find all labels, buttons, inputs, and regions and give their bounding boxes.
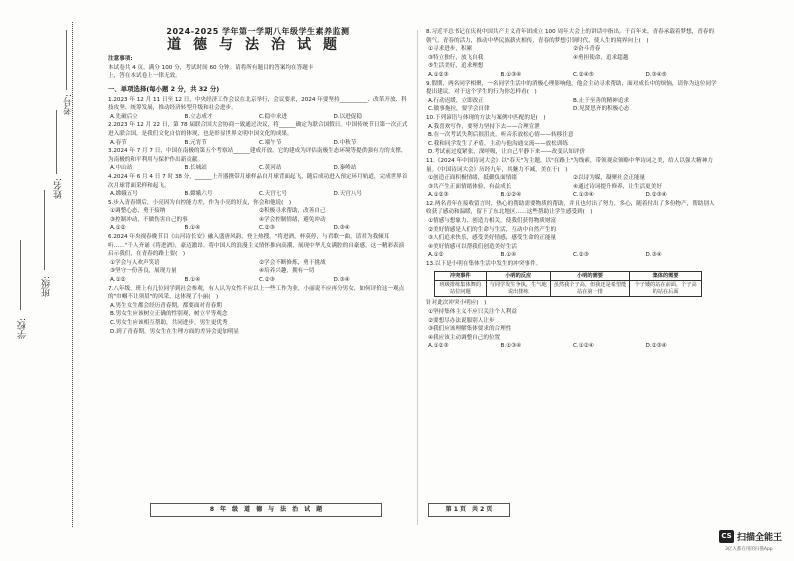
class-label: 班级: [42,276,52,298]
exam-year: 2024-2025 学年第一学期八年级学生素养监测 [166,27,350,36]
scanner-watermark [719,528,794,558]
table-header: 小明的需要 [550,271,629,281]
question-4: 4.2024 年 6 月 4 日 7 时 38 分，______上升器携带月球样品自月球背面起飞，随后成功进入预定环月轨道，完成世界首次月球背面采样和起飞。 A.嫦娥五号 B.嫦娥六号 C.天宫七号 D.天宫八号 [108,173,408,198]
table-header: 冲突事件 [435,271,487,281]
watermark-tagline: 3亿人都在用的扫描App [725,547,773,552]
camscanner-logo-icon: CS [719,530,734,543]
school-line [20,240,21,310]
binding-dotted-line [72,22,73,527]
question-8: 8.习近平总书记在庆祝中国共产主义青年团成立 100 周年大会上的讲话中指出，千百年来，青春承载着梦想，青春的朝气、青春的活力，推动中华民族薪火相传，青春的梦想引领时代，使人生的境界向上( ) ①寻求进步，积累 ②奋斗青春 ③特立独行，放飞自我 ④勇担使命，追求超越 ⑤生活美好，追求理想 A.①②③ B.①③④ C.②④⑤ D.③④⑤ [426,29,715,78]
column-divider [417,30,418,525]
question-10: 10.下列谚语与体现的方法与案例中匹配的是( ) A.我喜欢写作，要努力坚持下去——合理宣泄 B.在一次考试失利后很沮丧，听音乐放松心情——转移注意 C.我和同学发生了矛盾，主动与他沟通交流——放松训练 D.考试前过度紧张，深呼吸，让自己平静下来——改变认知评价 [426,114,586,156]
name-label: 姓名: [54,178,64,200]
class-line [44,190,45,270]
id-line [66,30,67,90]
notice-line-1: 本试卷共 4 页，满分 100 分，考试时间 60 分钟。请将所有题目的答案均在答题卡 [108,64,314,71]
footer-subject: 8 年 级 道 德 与 法 治 试 题 [150,503,382,517]
school-label: 学校: [18,318,28,340]
question-6: 6.2024 年央视春晚节目《山河诗长安》融入盛唐风韵，登上热搜。"将进酒，杯莫停，与君歌一曲，请君为我倾耳听……"千人齐诵《将进酒》，豪迈激昂。将中国人的浪漫主义情怀推向高潮，展现中华儿女满腔的自豪感。这一精彩表演启示我们，在青春的路上要( ) ①学会与人欢声笑语 ②学会不断修炼，勇于挑战 ③坚守一份善良，展现力量 ④培养兴趣，拥有一切 A.①② B.①④ C.②③ D.③④ [108,234,405,284]
exam-title: 道德与法治试题 [167,36,349,53]
table-header: 集体的需要 [630,271,702,281]
name-line [56,110,57,174]
section-heading: 一、单项选择(每小题 2 分，共 32 分) [108,84,220,93]
question-11: 11.《2024 年中国诗词大会》以"春天"为主题，以"在路上"为线索，带领观众领略中华诗词之美，给人以强大精神力量。《中国诗词大会》历经九年，其魅力不减，美在于( ) ①创造正面积极情绪，抵御负面情绪 ②以诗为媒，凝聚社会正能量 ③共产生正面情绪体验，有益成长 ④通过诗词提升修养，让生活更美好 A.①②③ B.①②④ C.①③④ D.②③④ [426,157,713,199]
watermark-app-name: 扫描全能王 [737,533,783,543]
question-2: 2.2023 年 12 月 22 日，第 78 届联合国大会协商一致通过决议，将______确定为联合国假日。中国传统节日第一次正式进入联合国，是我们文化自信的体现，也是彰显世界文明中国文化的成果。 A.春节 B.元宵节 C.端午节 D.中秋节 [108,122,408,146]
right-column [426,28,718,351]
table-row: 班级排练集体舞的站位问题 与同学发生争执，生气地说出排练 虽然我个子高，但我还是希望能站在第一排 个子矮的站在前面，个子高的站在后面 [435,281,702,297]
question-1: 1.2023 年 12 月 11 日至 12 日，中央经济工作会议在北京举行，会议要求，2024 年要坚持__________、改革开放、科技攻坚、统筹发展，推动经济转型升级和社会进步。 A.先破后立 B.立志成才 C.稳中求进 D.以进促稳 [108,96,407,120]
footer-page-number: 第 1 页 共 2 页 [428,503,510,517]
question-12: 12.两名青年在接收留言时，热心的帮助需要物质的帮助，并且也付出了努力，多心，随着付出了多份物产，帮助别人收获了感动和温暖，留下了东北地区……这些帮助让学生感受到( ) ①情感与想象力、创造力相关，使我们获得物质财富 ②美好情感是人们的生命与生活，互动中自然产生的 ③人们追求快乐，感受美好情感，感受生命的正能量 ④美好情感可以帮我们创造美好生活 A.①② B.①④ C.②③ D.③④ [426,200,715,259]
binding-strip [0,0,98,561]
table-header: 小明的反应 [486,271,550,281]
question-13: 13.以下是小明在集体生活中发生的冲突事件。 冲突事件 小明的反应 小明的需要 集体的需要 班级排练集体舞的站位问题 与同学发生争执，生气地说出排练 虽然我个子高，但我还是希望能站在第一排 个子矮的站在前面，个子高的站在后面 针对此次冲突小明应( ) ①坚持集体主义不应只关注个人利益 ②要想尽办法说服别人让步 ③我们应该理解集体要求的合理性 ④我应该主动调整自己的位置 A.①②③ B.①③④ C.①②④ D.②③④ [426,260,718,351]
question-3: 3.2024 年 7 月 7 日，中国在南极的第五个考察站______建成开放。它的建成为评估南极生态环境等提供强有力的支撑，为南极的和平利用与保护作出新贡献。 A.中山站 B.长城站 C.黄河站 D.秦岭站 [108,148,407,172]
question-5: 5.步入青春期后，小亮因为自控能力差，作为小亮的好友，你会和他说( ) ①调整心态，勇于接纳 ②积极寻求帮助，改善自己 ③控制冲动，不做伤害自己的事 ④学会控制情绪，避免冲动 A.①② B.①④ C.②③ D.③④ [108,199,350,232]
notice-title: 注意事项: [108,56,133,63]
notice-line-2: 上，答在本试卷上一律无效。 [108,73,181,80]
conflict-table [434,271,702,298]
question-7: 7.八年级，班上有几位同学到社会参观，有人认为女性不应以上一些工作为业，小丽说不应再分男女，如何评价这一观点的"巾帼不让须眉"的风采，这体现了小丽( ) A.男生女生都会经历青春期，都要面对青春期 B.男女生应该树立正确的性别观，树立平等观念 C.男女生应该相互帮助，共同进步，男生更优秀 D.到了青春期，男女生在生理方面的差异会更加明显 [108,285,405,335]
id-label: 考号: [64,94,74,116]
left-column [108,22,408,336]
question-9: 9.假期，两名同学相聚，一名同学生活中的消极心理影响他，他会主动寻求帮助，面对成长中的烦恼，请你为这位同学提出建议。对于这个学生的行为你怎样看( ) A.行动迟缓，立即改正 B.止于至善的精神追求 C.做事拖拉，要学会自律 D.见贤思齐的积极心态 [426,80,717,113]
